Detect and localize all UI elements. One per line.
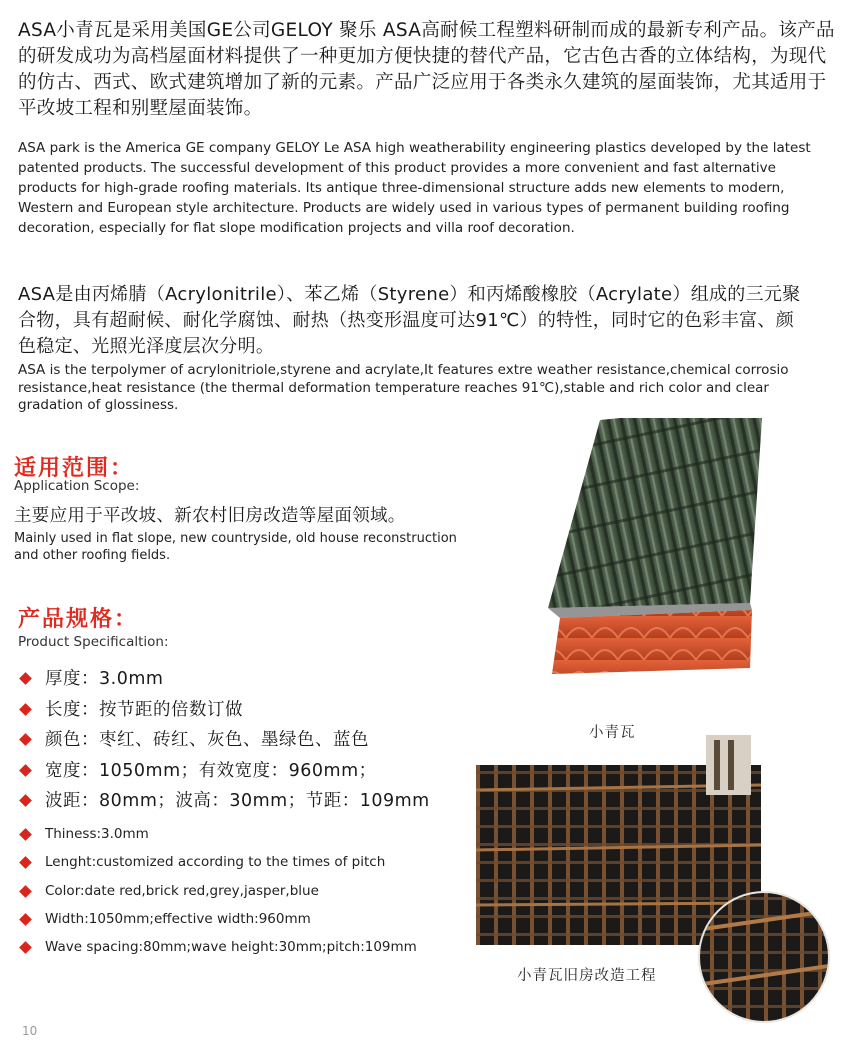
diamond-bullet-icon <box>19 733 32 746</box>
spec-item-cn: 颜色：枣红、砖红、灰色、墨绿色、蓝色 <box>18 725 430 756</box>
spec-item-cn: 波距：80mm；波高：30mm；节距：109mm <box>18 786 430 817</box>
spec-title-en: Product Specificaltion: <box>18 634 169 650</box>
spec-item-en: Color:date red,brick red,grey,jasper,blue <box>18 877 417 905</box>
scope-text-en: Mainly used in flat slope, new countryside, old house reconstruction and other roofing fields. <box>14 531 457 563</box>
diamond-bullet-icon <box>19 764 32 777</box>
asa-paragraph-cn: ASA是由丙烯腈（Acrylonitrile）、苯乙烯（Styrene）和丙烯酸橡胶（Acrylate）组成的三元聚合物，具有超耐候、耐化学腐蚀、耐热（热变形温度可达91℃）的特性，同时它的色彩丰富、颜色稳定、光照光泽度层次分明。 <box>18 284 801 357</box>
diamond-bullet-icon <box>19 913 32 926</box>
diamond-bullet-icon <box>19 703 32 716</box>
page-number: 10 <box>22 1024 38 1038</box>
asa-paragraph-en: ASA is the terpolymer of acrylonitriole,styrene and acrylate,It features extre weather resistance,chemical corrosio resistance,heat resistance (the thermal deformation temperature reaches 91℃),stable and rich color and clear gradation of glossiness. <box>18 362 789 413</box>
spec-item-en: Wave spacing:80mm;wave height:30mm;pitch:109mm <box>18 933 417 961</box>
scope-text-cn: 主要应用于平改坡、新农村旧房改造等屋面领域。 <box>14 506 406 526</box>
spec-item-en: Width:1050mm;effective width:960mm <box>18 905 417 933</box>
project-caption: 小青瓦旧房改造工程 <box>517 968 657 984</box>
spec-list-cn <box>18 664 430 817</box>
spec-title-cn: 产品规格： <box>18 607 139 632</box>
diamond-bullet-icon <box>19 794 32 807</box>
product-caption: 小青瓦 <box>589 725 636 741</box>
roof-tile-product-image <box>540 418 762 676</box>
spec-item-cn: 长度：按节距的倍数订做 <box>18 695 430 726</box>
scope-title-cn: 适用范围： <box>14 456 135 481</box>
spec-item-en: Thiness:3.0mm <box>18 820 417 848</box>
diamond-bullet-icon <box>19 672 32 685</box>
intro-paragraph-cn: ASA小青瓦是采用美国GE公司GELOY 聚乐 ASA高耐候工程塑料研制而成的最新专利产品。该产品的研发成功为高档屋面材料提供了一种更加方便快捷的替代产品，它古色古香的立体结构，为现代的仿古、西式、欧式建筑增加了新的元素。产品广泛应用于各类永久建筑的屋面装饰，尤其适用于平改坡工程和别墅屋面装饰。 <box>18 20 835 119</box>
scope-title-en: Application Scope: <box>14 478 140 494</box>
spec-item-cn: 宽度：1050mm；有效宽度：960mm； <box>18 756 430 787</box>
diamond-bullet-icon <box>19 856 32 869</box>
spec-list-en <box>18 820 417 961</box>
spec-item-cn: 厚度：3.0mm <box>18 664 430 695</box>
diamond-bullet-icon <box>19 885 32 898</box>
diamond-bullet-icon <box>19 941 32 954</box>
intro-paragraph-en: ASA park is the America GE company GELOY Le ASA high weatherability engineering plastics developed by the latest patented products. The successful development of this product provides a more convenient and fast alternative products for high-grade roofing materials. Its antique three-dimensional structure adds new elements to modern, Western and European style architecture. Products are widely used in various types of permanent building roofing decoration, especially for flat slope modification projects and villa roof decoration. <box>18 140 811 236</box>
diamond-bullet-icon <box>19 828 32 841</box>
spec-item-en: Lenght:customized according to the times of pitch <box>18 848 417 876</box>
